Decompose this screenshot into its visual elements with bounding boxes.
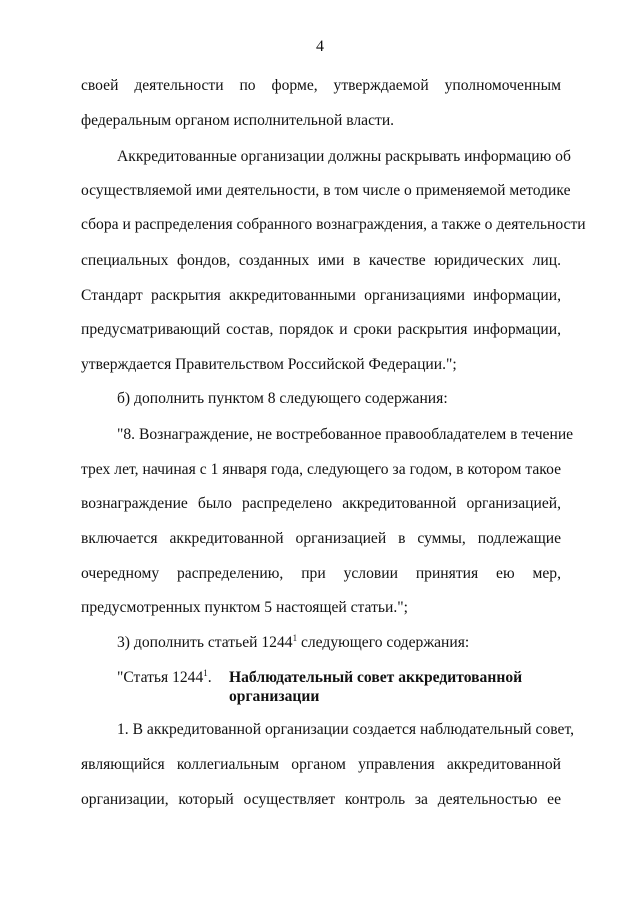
text-line: предусматривающий состав, порядок и сроки раскрытия информации, bbox=[81, 321, 561, 338]
text-line: предусмотренных пунктом 5 настоящей статьи."; bbox=[81, 599, 408, 616]
text-line: являющийся коллегиальным органом управления аккредитованной bbox=[81, 756, 561, 773]
text-line: своей деятельности по форме, утверждаемой уполномоченным bbox=[81, 77, 561, 94]
text-line: осуществляемой ими деятельности, в том числе о применяемой методике bbox=[81, 182, 571, 199]
text-line: включается аккредитованной организацией в суммы, подлежащие bbox=[81, 530, 561, 547]
article-label-text: "Статья 1244 bbox=[117, 669, 204, 686]
text-line: очередному распределению, при условии принятия ею мер, bbox=[81, 565, 561, 582]
text-line: 1. В аккредитованной организации создается наблюдательный совет, bbox=[117, 721, 575, 738]
page-number: 4 bbox=[316, 38, 324, 55]
article-title: Наблюдательный совет аккредитованной организации bbox=[229, 669, 523, 705]
text-line: "8. Вознаграждение, не востребованное правообладателем в течение bbox=[117, 426, 574, 443]
text-line-item-3 bbox=[117, 633, 561, 653]
text-line: организации, который осуществляет контроль за деятельностью ее bbox=[81, 791, 561, 808]
text-line: вознаграждение было распределено аккредитованной организацией, bbox=[81, 495, 561, 512]
text-line: федеральным органом исполнительной власти. bbox=[81, 112, 395, 129]
article-label-dot: . bbox=[207, 669, 212, 686]
text-line: Стандарт раскрытия аккредитованными организациями информации, bbox=[81, 287, 561, 304]
text-line: Аккредитованные организации должны раскрывать информацию об bbox=[117, 148, 571, 165]
article-label-sup: 1 bbox=[203, 668, 208, 678]
text-line: сбора и распределения собранного вознаграждения, а также о деятельности bbox=[81, 216, 586, 233]
text-line: трех лет, начиная с 1 января года, следующего за годом, в котором такое bbox=[81, 461, 561, 478]
item3-after: следующего содержания: bbox=[297, 634, 470, 651]
text-line: б) дополнить пунктом 8 следующего содержания: bbox=[117, 390, 448, 407]
item3-sup: 1 bbox=[292, 633, 298, 643]
item3-before: 3) дополнить статьей 1244 bbox=[117, 634, 293, 651]
text-line: утверждается Правительством Российской Федерации."; bbox=[81, 356, 457, 373]
article-label bbox=[117, 668, 212, 688]
text-line: специальных фондов, созданных ими в качестве юридических лиц. bbox=[81, 252, 561, 269]
